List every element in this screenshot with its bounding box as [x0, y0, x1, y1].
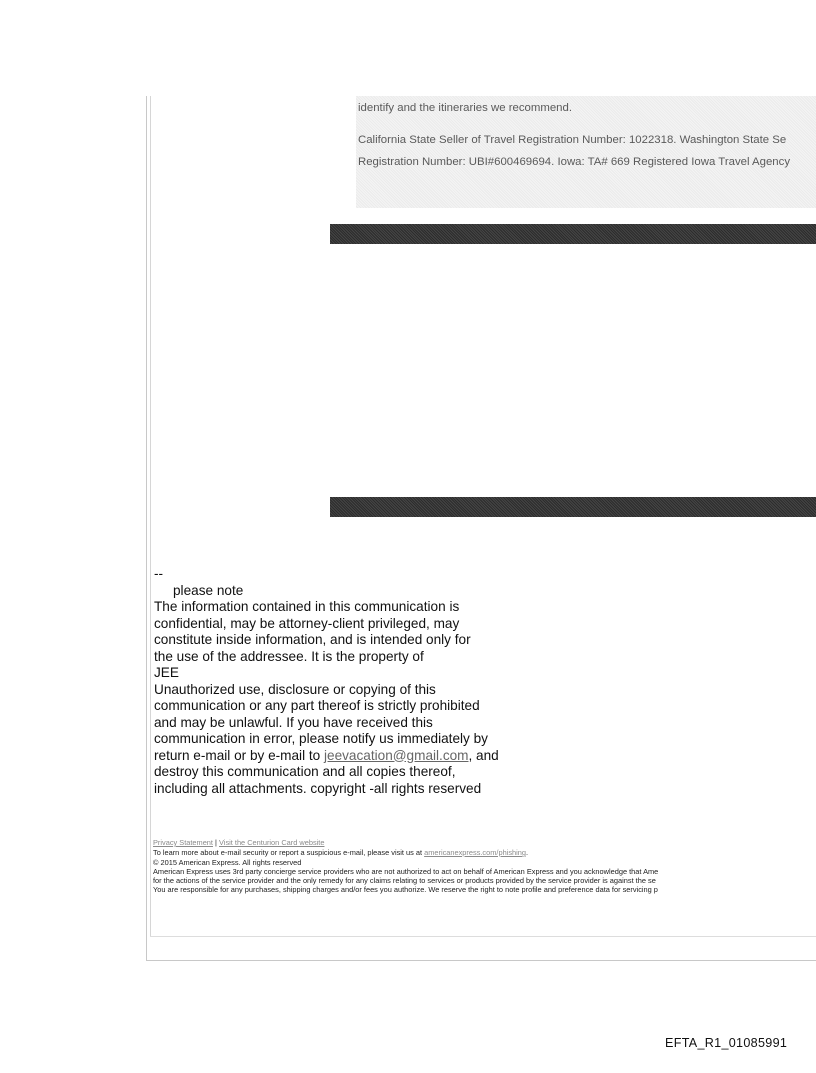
footer-links	[153, 838, 324, 847]
disclaimer-line: communication or any part thereof is strictly prohibited	[154, 698, 480, 713]
signature-dashes: --	[154, 566, 164, 581]
disclaimer-line: destroy this communication and all copies thereof,	[154, 764, 456, 779]
footer-concierge-line: You are responsible for any purchases, shipping charges and/or fees you authorize. We reserve the right to note profile and preference data for servicing p	[153, 885, 658, 894]
disclaimer-line: The information contained in this communication is	[154, 599, 460, 614]
disclaimer-line: constitute inside information, and is intended only for	[154, 632, 471, 647]
frame-divider	[150, 96, 151, 936]
redaction-bar	[330, 497, 816, 517]
return-email-prefix: return e-mail or by e-mail to	[154, 747, 324, 763]
redaction-bar	[330, 224, 816, 244]
disclaimer-line: confidential, may be attorney-client privileged, may	[154, 615, 460, 631]
phishing-suffix: .	[525, 848, 529, 857]
disclaimer-line: the use of the addressee. It is the property of	[154, 648, 424, 664]
travel-registration-line: Registration Number: UBI#600469694. Iowa: TA# 669 Registered Iowa Travel Agency	[358, 156, 791, 168]
footer-concierge-line: for the actions of the service provider and the only remedy for any claims relating to services or products provided by the service provider is against the se	[153, 876, 656, 885]
travel-text-line: identify and the itineraries we recommend.	[358, 102, 572, 114]
footer-separator: |	[212, 838, 220, 847]
disclaimer-line: Unauthorized use, disclosure or copying of this	[154, 681, 436, 697]
centurion-website-link[interactable]: Visit the Centurion Card website	[219, 838, 325, 847]
bates-number: EFTA_R1_01085991	[665, 1036, 788, 1050]
please-note-heading: please note	[173, 583, 244, 598]
phishing-prefix: To learn more about e-mail security or report a suspicious e-mail, please visit us at	[153, 848, 425, 857]
disclaimer-line: communication in error, please notify us immediately by	[154, 731, 488, 746]
footer-concierge-line: American Express uses 3rd party concierge service providers who are not authorized to act on behalf of American Express and you acknowledge that Ame	[153, 867, 659, 876]
disclaimer-line: including all attachments. copyright -all rights reserved	[154, 780, 482, 796]
travel-registration-line: California State Seller of Travel Registration Number: 1022318. Washington State Se	[358, 134, 787, 146]
email-link[interactable]: jeevacation@gmail.com	[323, 747, 469, 763]
frame-bottom-line	[150, 936, 816, 937]
return-email-suffix: , and	[468, 747, 499, 763]
disclaimer-line: and may be unlawful. If you have received this	[154, 714, 433, 730]
disclaimer-line: JEE	[154, 665, 179, 680]
phishing-link[interactable]: americanexpress.com/phishing	[424, 848, 526, 857]
disclaimer-line	[154, 748, 499, 765]
privacy-statement-link[interactable]: Privacy Statement	[153, 838, 213, 847]
footer-phishing-line	[153, 848, 528, 857]
footer-copyright: © 2015 American Express. All rights reserved	[153, 858, 302, 867]
